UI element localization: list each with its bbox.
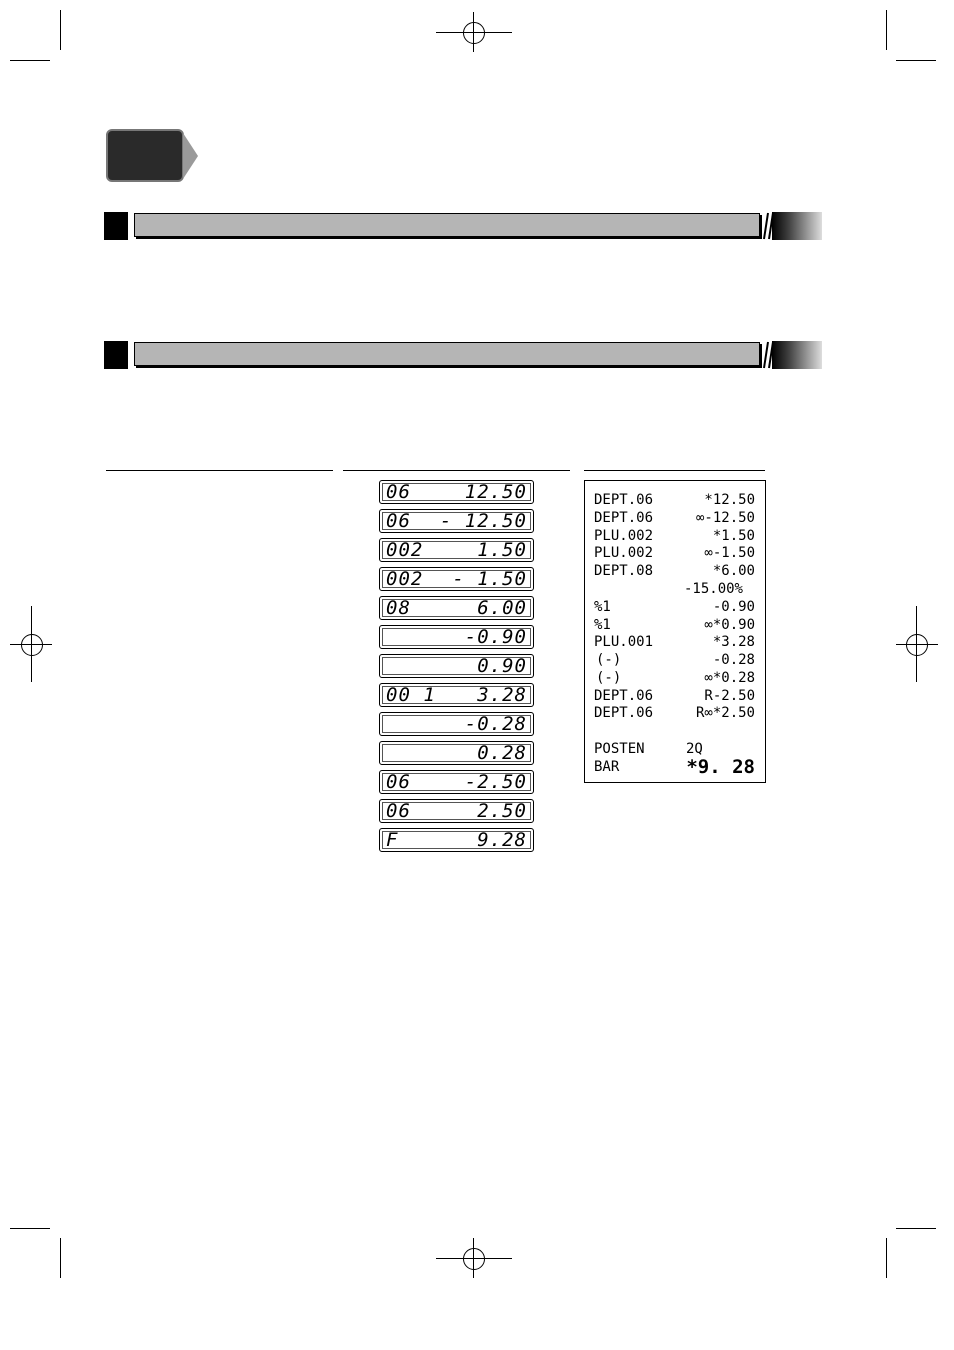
receipt-label: (-) <box>596 670 622 686</box>
crop-mark <box>60 10 61 50</box>
receipt-value: -0.28 <box>712 652 755 668</box>
receipt-items-value: 2Q <box>686 741 703 757</box>
display-right: -2.50 <box>464 771 527 793</box>
receipt-value: -15.00% <box>683 581 743 597</box>
receipt-line <box>594 687 755 705</box>
receipt-line <box>594 580 755 598</box>
display-right: 6.00 <box>477 597 527 619</box>
display-right: 1.50 <box>477 539 527 561</box>
display-right: 0.28 <box>477 742 527 764</box>
receipt-line <box>594 527 755 545</box>
display-right: -0.90 <box>464 626 527 648</box>
receipt-value: R-2.50 <box>704 688 755 704</box>
receipt-value: -0.90 <box>712 599 755 615</box>
section-header-bar <box>104 212 822 240</box>
display-left: 06 <box>386 800 411 822</box>
display-left: F <box>386 829 399 851</box>
display-right: 2.50 <box>477 800 527 822</box>
display-right: 0.90 <box>477 655 527 677</box>
section-gradient-tail <box>772 341 822 369</box>
display-panel <box>379 683 534 707</box>
receipt-label: DEPT.06 <box>594 510 654 526</box>
receipt-label: PLU.001 <box>594 634 654 650</box>
display-left: 08 <box>386 597 411 619</box>
section-header-bar <box>104 341 822 369</box>
receipt-line <box>594 562 755 580</box>
display-panel <box>379 828 534 852</box>
section-bar-fill <box>134 213 760 237</box>
receipt-total-value: *9. 28 <box>686 756 755 778</box>
crop-mark <box>886 10 887 50</box>
receipt-printout <box>584 480 766 783</box>
display-left: 06 <box>386 510 411 532</box>
receipt-value: ∞*0.90 <box>704 617 755 633</box>
display-right: 3.28 <box>477 684 527 706</box>
receipt-line <box>594 651 755 669</box>
column-rule-print <box>584 470 765 471</box>
receipt-value: R∞*2.50 <box>695 705 755 721</box>
display-right: -0.28 <box>464 713 527 735</box>
column-rule-display <box>343 470 570 471</box>
crop-mark <box>896 60 936 61</box>
display-left: 06 <box>386 771 411 793</box>
receipt-label: %1 <box>594 599 611 615</box>
receipt-line <box>594 598 755 616</box>
section-gradient-tail <box>772 212 822 240</box>
receipt-line <box>594 544 755 562</box>
receipt-label: PLU.002 <box>594 545 654 561</box>
display-panel <box>379 567 534 591</box>
display-panel <box>379 654 534 678</box>
receipt-label: DEPT.06 <box>594 688 654 704</box>
crop-mark <box>60 1238 61 1278</box>
receipt-value: *3.28 <box>712 634 755 650</box>
crop-mark <box>886 1238 887 1278</box>
crop-mark <box>10 60 50 61</box>
receipt-line <box>594 491 755 509</box>
receipt-line <box>594 704 755 722</box>
section-marker <box>104 212 128 240</box>
chapter-tab <box>106 129 184 182</box>
display-left: 00 1 <box>386 684 436 706</box>
section-marker <box>104 341 128 369</box>
display-left: 002 <box>386 539 424 561</box>
display-right: 9.28 <box>477 829 527 851</box>
receipt-label: DEPT.06 <box>594 492 654 508</box>
receipt-total-label: BAR <box>594 759 620 775</box>
receipt-line <box>594 509 755 527</box>
display-panel <box>379 596 534 620</box>
display-right: - 12.50 <box>439 510 527 532</box>
receipt-value: ∞-1.50 <box>704 545 755 561</box>
display-panel <box>379 741 534 765</box>
receipt-total-line <box>594 758 755 776</box>
chapter-arrow-icon <box>183 133 198 179</box>
crop-mark <box>10 1228 50 1229</box>
receipt-line <box>594 669 755 687</box>
display-panel <box>379 538 534 562</box>
receipt-items-label: POSTEN <box>594 741 645 757</box>
receipt-value: *12.50 <box>704 492 755 508</box>
display-right: 12.50 <box>464 481 527 503</box>
section-bar-fill <box>134 342 760 366</box>
crop-mark <box>896 1228 936 1229</box>
receipt-label: %1 <box>594 617 611 633</box>
column-rule-key-operation <box>106 470 333 471</box>
receipt-label: DEPT.08 <box>594 563 654 579</box>
display-panel <box>379 625 534 649</box>
receipt-line <box>594 633 755 651</box>
display-right: - 1.50 <box>452 568 527 590</box>
receipt-value: ∞-12.50 <box>695 510 755 526</box>
display-panel <box>379 712 534 736</box>
receipt-line <box>594 616 755 634</box>
display-panel <box>379 770 534 794</box>
display-left: 002 <box>386 568 424 590</box>
display-panel <box>379 509 534 533</box>
receipt-label: PLU.002 <box>594 528 654 544</box>
receipt-value: ∞*0.28 <box>704 670 755 686</box>
receipt-value: *1.50 <box>712 528 755 544</box>
receipt-label: DEPT.06 <box>594 705 654 721</box>
receipt-value: *6.00 <box>712 563 755 579</box>
display-panel <box>379 799 534 823</box>
receipt-label: (-) <box>596 652 622 668</box>
display-left: 06 <box>386 481 411 503</box>
display-panel <box>379 480 534 504</box>
